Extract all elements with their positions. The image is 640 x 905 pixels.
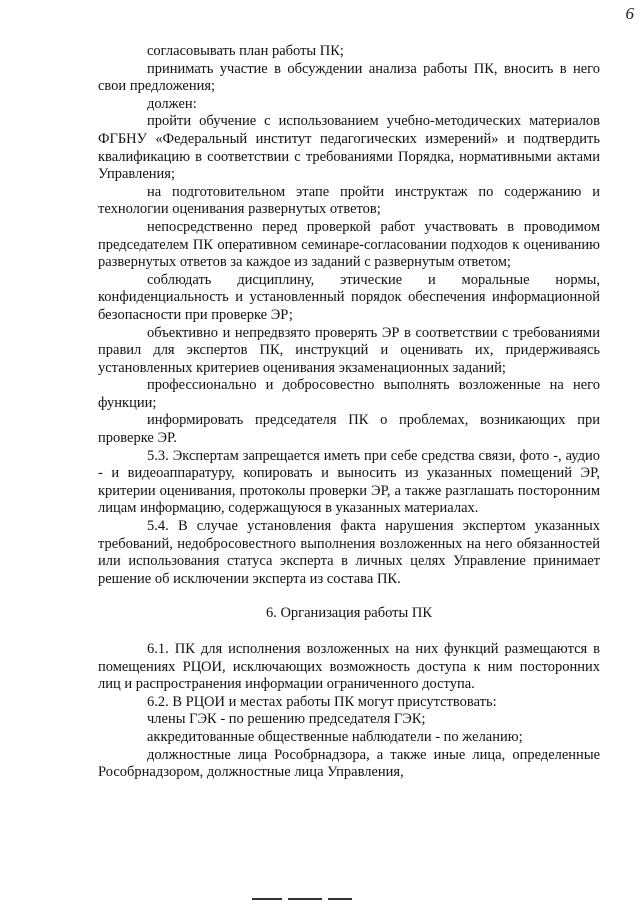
paragraph: 6.1. ПК для исполнения возложенных на них функций размещаются в помещениях РЦОИ, исключающих возможность доступа к ним посторонних лиц и распространения информации ограниченного доступа. (98, 641, 600, 693)
paragraph: профессионально и добросовестно выполнять возложенные на него функции; (98, 377, 600, 411)
paragraph: должностные лица Рособрнадзора, а также иные лица, определенные Рособрнадзором, должностные лица Управления, (98, 746, 600, 781)
document-body (98, 43, 600, 782)
paragraph: объективно и непредвзято проверять ЭР в соответствии с требованиями правил для экспертов ПК, инструкций и оценивать их, придерживаясь установленных критериев оценивания экзаменационных заданий; (98, 324, 600, 376)
paragraph: согласовывать план работы ПК; (147, 43, 344, 59)
page-corner-mark: 6 (625, 4, 634, 23)
paragraph: члены ГЭК - по решению председателя ГЭК; (147, 711, 426, 728)
paragraph: 5.3. Экспертам запрещается иметь при себе средства связи, фото -, аудио - и видеоаппаратуру, копировать и выносить из указанных помещений ЭР, критерии оценивания, протоколы проверки ЭР, а также разглашать посторонним лицам информацию, содержащуюся в указанных материалах. (98, 447, 600, 517)
paragraph: принимать участие в обсуждении анализа работы ПК, вносить в него свои предложения; (98, 60, 600, 95)
paragraph: 6.2. В РЦОИ и местах работы ПК могут присутствовать: (147, 693, 497, 710)
section-heading: 6. Организация работы ПК (265, 605, 433, 622)
paragraph: аккредитованные общественные наблюдатели - по желанию; (147, 728, 523, 745)
scan-artifact-marks (252, 895, 362, 901)
paragraph: пройти обучение с использованием учебно-методических материалов ФГБНУ «Федеральный институт педагогических измерений» и подтвердить квалификацию в соответствии с требованиями Порядка, нормативными актами Управления; (98, 113, 600, 183)
paragraph: информировать председателя ПК о проблемах, возникающих при проверке ЭР. (98, 412, 600, 447)
paragraph: соблюдать дисциплину, этические и моральные нормы, конфиденциальность и установленный порядок обеспечения информационной безопасности при проверке ЭР; (98, 271, 600, 323)
paragraph: должен: (147, 95, 197, 112)
paragraph: на подготовительном этапе пройти инструктаж по содержанию и технологии оценивания развернутых ответов; (98, 183, 600, 218)
paragraph: 5.4. В случае установления факта нарушения экспертом указанных требований, недобросовестного выполнения возложенных на него обязанностей или использования статуса эксперта в личных целях Управление принимает решение об исключении эксперта из состава ПК. (98, 518, 600, 587)
paragraph: непосредственно перед проверкой работ участвовать в проводимом председателем ПК оперативном семинаре-согласовании подходов к оцениванию развернутых ответов за каждое из заданий с развернутым ответом; (98, 218, 600, 271)
